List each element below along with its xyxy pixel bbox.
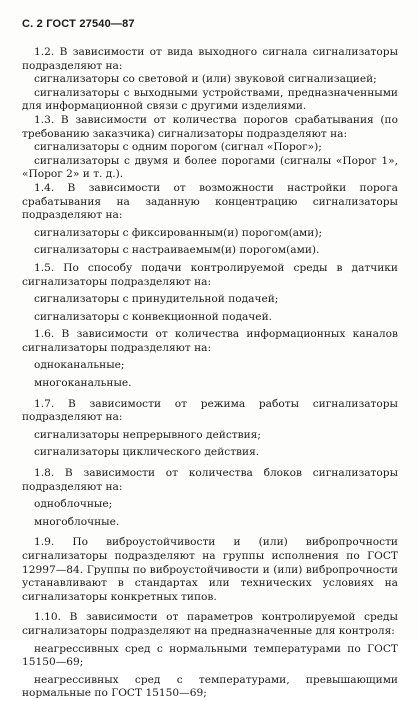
paragraph: 1.10. В зависимости от параметров контролируемой среды сигнализаторы подразделяют на предназначенные для контроля:: [22, 611, 398, 637]
paragraph: сигнализаторы циклического действия.: [34, 446, 260, 459]
paragraph: одноблочные;: [34, 498, 113, 511]
paragraph: 1.5. По способу подачи контролируемой среды в датчики сигнализаторы подразделяют на:: [22, 261, 398, 288]
paragraph: неагрессивных сред с нормальными температурами по ГОСТ 15150—69;: [22, 642, 398, 669]
paragraph: сигнализаторы со световой и (или) звуковой сигнализацией;: [34, 73, 377, 86]
document-body: [22, 46, 398, 701]
paragraph: многоблочные.: [34, 515, 120, 528]
paragraph: 1.2. В зависимости от вида выходного сигнала сигнализаторы подразделяют на:: [22, 46, 398, 72]
paragraph: сигнализаторы с выходными устройствами, предназначенными для информационной связи с другими изделиями.: [22, 86, 398, 113]
paragraph: неагрессивных сред с температурами, превышающими нормальные по ГОСТ 15150—69;: [22, 673, 398, 700]
paragraph: сигнализаторы с двумя и более порогами (сигналы «Порог 1», «Порог 2» и т. д.).: [22, 154, 398, 181]
paragraph: сигнализаторы с принудительной подачей;: [34, 293, 279, 306]
paragraph: многоканальные.: [34, 377, 132, 390]
paragraph: сигнализаторы с конвекционной подачей.: [34, 310, 272, 323]
paragraph: 1.9. По виброустойчивости и (или) вибропрочности сигнализаторы подразделяют на группы исполнения по ГОСТ 12997—84. Группы по виброустойчивости и (или) вибропрочности устанавливают в стандартах или технических условиях на сигнализаторы конкретных типов.: [22, 536, 398, 603]
paragraph: 1.3. В зависимости от количества порогов срабатывания (по требованию заказчика) сигнализаторы подразделяют на:: [22, 113, 398, 140]
page-header: С. 2 ГОСТ 27540—87: [22, 18, 135, 30]
paragraph: 1.7. В зависимости от режима работы сигнализаторы подразделяют на:: [22, 397, 398, 424]
paragraph: сигнализаторы с настраиваемым(и) порогом(ами).: [34, 244, 320, 257]
paragraph: 1.4. В зависимости от возможности настройки порога срабатывания на заданную концентрацию сигнализаторы подразделяют на:: [22, 181, 398, 222]
paragraph: 1.8. В зависимости от количества блоков сигнализаторы подразделяют на:: [22, 467, 398, 493]
paragraph: 1.6. В зависимости от количества информационных каналов сигнализаторы подразделяют на:: [22, 328, 398, 354]
paragraph: сигнализаторы с одним порогом (сигнал «Порог»);: [34, 141, 322, 154]
paragraph: сигнализаторы с фиксированным(и) порогом(ами);: [34, 226, 323, 239]
paragraph: сигнализаторы непрерывного действия;: [34, 428, 261, 441]
paragraph: одноканальные;: [34, 359, 125, 372]
